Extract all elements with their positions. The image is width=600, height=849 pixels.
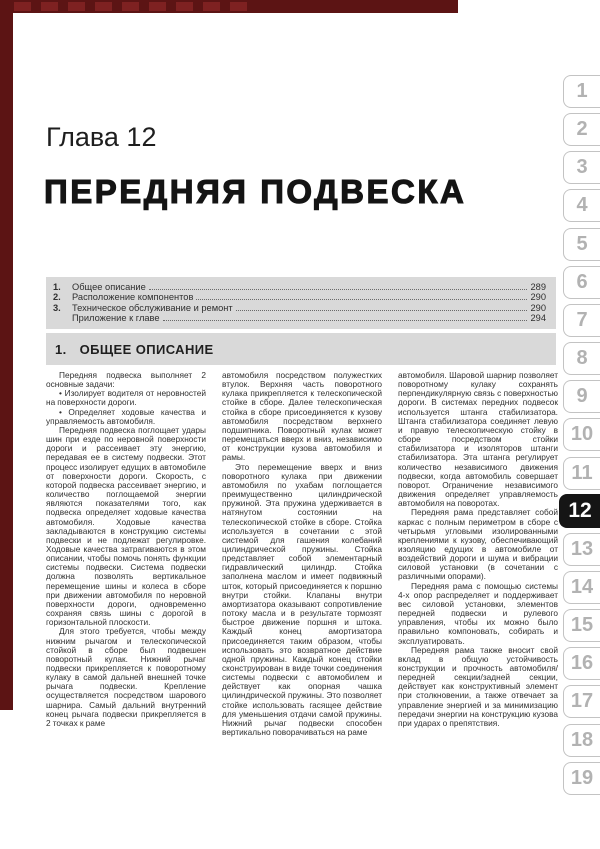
chapter-tab-19: 19	[563, 762, 600, 795]
chapter-tab-14: 14	[563, 571, 600, 604]
text-column-2	[222, 371, 382, 737]
section-header	[46, 333, 556, 365]
paragraph: Передняя рама также вносит свой вклад в общую устойчивость конструкции и прочность автомобиля/передней секции/задней секции, действует как конструктивный элемент при столкновении, а также отвечает за управление энергией и за минимизацию передачи энергии на конструкцию кузова при ударах о препятствия.	[398, 644, 558, 728]
chapter-tab-2: 2	[563, 113, 600, 146]
chapter-tab-15: 15	[563, 609, 600, 642]
toc-item-label: Приложение к главе	[72, 312, 160, 323]
edge-band-mark	[95, 2, 112, 11]
toc-item-page: 294	[530, 312, 546, 323]
chapter-tab-4: 4	[563, 189, 600, 222]
paragraph: Передняя подвеска выполняет 2 основные задачи:	[46, 370, 206, 390]
chapter-tab-18: 18	[563, 724, 600, 757]
toc-item-label: Техническое обслуживание и ремонт	[72, 302, 233, 313]
toc-box	[46, 277, 556, 329]
chapter-tab-17: 17	[563, 685, 600, 718]
chapter-tab-10: 10	[563, 418, 600, 451]
toc-row	[46, 292, 556, 302]
toc-item-label: Расположение компонентов	[72, 292, 194, 303]
text-column-1	[46, 371, 206, 737]
toc-item-number: 3.	[53, 302, 61, 313]
toc-dot-leader	[196, 299, 527, 300]
page-title: ПЕРЕДНЯЯ ПОДВЕСКА	[44, 173, 467, 210]
paragraph: • Изолирует водителя от неровностей на поверхности дороги.	[46, 388, 206, 408]
chapter-tab-16: 16	[563, 647, 600, 680]
paragraph: Передняя подвеска поглощает удары шин при езде по неровной поверхности дороги и рассеивает эту энергию, передавая ее в систему подвески. Этот процесс изолирует едущих в автомобиле от поверхности дороги. Скорость, с которой подвеска рассеивает энергию, и количество поглощаемой энергии являются показателями того, как подвеска определяет ходовые качества автомобиля. Ходовые качества закладываются в конструкцию системы подвески и не подлежат регулировке. Ходовые качества затрагиваются в этом описании, чтобы помочь понять функции системы подвески. Система подвески должна позволять вертикальное перемещение шины и колеса в сборе при движении автомобиля по неровной поверхности дороги, одновременно сохраняя связь шины с дорогой в горизонтальной плоскости.	[46, 424, 206, 628]
edge-band-mark	[41, 2, 58, 11]
paragraph: Это перемещение вверх и вниз поворотного кулака при движении автомобиля по ухабам поглощается преимущественно цилиндрической пружиной. Эта пружина удерживается в натянутом состоянии на телескопической стойке в сборе. Стойка используется в сочетании с этой системой для гашения колебаний цилиндрической пружины. Стойка представляет собой элементарный гидравлический цилиндр. Стойка заполнена маслом и имеет подвижный шток, который присоединяется к поршню внутри стойки. Клапаны внутри амортизатора оказывают сопротивление потоку масла и в результате тормозят быстрое движение поршня и штока. Каждый конец амортизатора присоединяется таким образом, чтобы использовать это возвратное действие одной пружины. Каждый конец стойки сконструирован в виде точки соединения системы подвески с автомобилем и действует как опорная чашка цилиндрической пружины. Это позволяет стойке использовать гасящее действие для уменьшения отдачи самой пружины. Нижний рычаг подвески способен вертикально поворачиваться на раме	[222, 461, 382, 738]
toc-item-page: 289	[530, 282, 546, 292]
edge-band-mark	[122, 2, 139, 11]
chapter-tab-7: 7	[563, 304, 600, 337]
edge-band-mark	[230, 2, 247, 11]
toc-item-page: 290	[530, 292, 546, 303]
chapter-tab-13: 13	[563, 533, 600, 566]
paragraph: Передняя рама представляет собой каркас с полным периметром в сборе с четырьмя угловыми изолированными креплениями к кузову, обеспечивающий изоляцию едущих в автомобиле от воздействий дороги и шума и вибрации силовой установки (в сочетании с различными опорами).	[398, 507, 558, 582]
toc-item-number: 2.	[53, 292, 61, 303]
page-edge-band-top	[0, 0, 458, 13]
paragraph: Передняя рама с помощью системы 4-х опор распределяет и поддерживает вес силовой установки, элементов передней подвески и рулевого управления, чтобы их можно было правильно компоновать, собирать и эксплуатировать.	[398, 580, 558, 646]
toc-item-number: 1.	[53, 282, 61, 292]
chapter-tab-12: 12	[559, 494, 600, 528]
toc-row	[46, 313, 556, 323]
edge-band-mark	[14, 2, 31, 11]
chapter-tab-1: 1	[563, 75, 600, 108]
page-edge-band-left	[0, 0, 13, 710]
edge-band-mark	[68, 2, 85, 11]
edge-band-mark	[176, 2, 193, 11]
toc-item-label: Общее описание	[72, 282, 146, 292]
chapter-tab-5: 5	[563, 228, 600, 261]
section-title: ОБЩЕЕ ОПИСАНИЕ	[79, 341, 214, 357]
text-column-3	[398, 371, 558, 737]
paragraph: Для этого требуется, чтобы между нижним рычагом и телескопической стойкой в сборе был подвешен поворотный кулак. Нижний рычаг подвески прикрепляется к поворотному кулаку в самой дальней внешней точке рычага подвески. Крепление осуществляется посредством шарового шарнира. Самый дальний внутренний конец рычага подвески прикрепляется в 2 точках к раме	[46, 626, 206, 728]
toc-row	[46, 282, 556, 292]
paragraph: • Определяет ходовые качества и управляемость автомобиля.	[46, 406, 206, 426]
chapter-tab-3: 3	[563, 151, 600, 184]
toc-row	[46, 303, 556, 313]
toc-item-page: 290	[530, 302, 546, 313]
chapter-tab-8: 8	[563, 342, 600, 375]
chapter-tab-11: 11	[563, 457, 600, 490]
paragraph: автомобиля. Шаровой шарнир позволяет поворотному кулаку сохранять перпендикулярную связь с поверхностью дороги. В системах передних подвесок используется штанга стабилизатора. Штанга стабилизатора соединяет левую и правую телескопическую стойку в сборе посредством стойки стабилизатора и изоляторов штанги стабилизатора. Эта штанга регулирует количество независимого движения подвески, когда автомобиль совершает поворот. Ограничение независимого движения определяет управляемость автомобиля на поворотах.	[398, 370, 558, 509]
section-number: 1.	[55, 341, 67, 357]
edge-band-mark	[149, 2, 166, 11]
chapter-tab-9: 9	[563, 380, 600, 413]
edge-band-mark	[203, 2, 220, 11]
paragraph: автомобиля посредством полужестких втулок. Верхняя часть поворотного кулака прикрепляется к телескопической стойке в сборе. Далее телескопическая стойка в сборе присоединяется к кузову автомобиля посредством верхнего подшипника. Поворотный кулак может перемещаться вверх и вниз, независимо от конструкции кузова автомобиля и рамы.	[222, 370, 382, 463]
body-columns	[46, 371, 558, 737]
toc-dot-leader	[236, 310, 528, 311]
toc-dot-leader	[163, 320, 528, 321]
toc-dot-leader	[149, 289, 528, 290]
chapter-tab-6: 6	[563, 266, 600, 299]
chapter-label: Глава 12	[46, 122, 157, 152]
